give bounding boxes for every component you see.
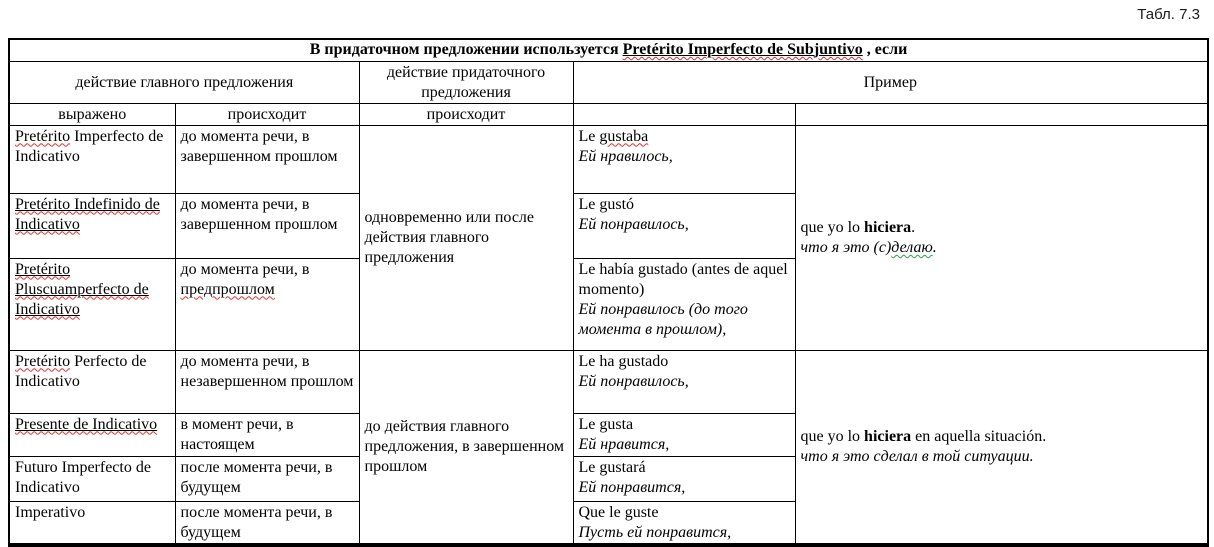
cell-when: до момента речи, в предпрошлом [175, 258, 359, 350]
result-russian: что я это сделал в той ситуации. [800, 448, 1034, 465]
example-spanish: Que le guste [578, 503, 659, 521]
table-caption: Табл. 7.3 [1137, 6, 1200, 23]
cell-result-group1 [795, 125, 1208, 350]
header-main-clause-action: действие главного предложения [9, 61, 359, 103]
cell-tense: Pretérito Imperfecto de Indicativo [9, 125, 175, 193]
example-russian: Ей понравится, [578, 478, 686, 496]
result-spanish: que yo lo hiciera en aquella situación. [800, 428, 1047, 445]
cell-when: до момента речи, в завершенном прошлом [175, 125, 359, 193]
result-spanish: que yo lo hiciera. [800, 219, 916, 236]
example-spanish: Le gustó [578, 195, 635, 213]
header-sub-clause-action: действие придаточного предложения [359, 61, 573, 103]
cell-example [573, 350, 795, 413]
cell-when: до момента речи, в незавершенном прошлом [175, 350, 359, 413]
example-russian: Ей понравилось, [578, 372, 689, 390]
cell-example [573, 193, 795, 258]
example-spanish: Le gustará [578, 458, 646, 476]
cell-when: в момент речи, в настоящем [175, 413, 359, 456]
cell-relation-group1: одновременно или после действия главного предложения [359, 125, 573, 350]
cell-when: до момента речи, в завершенном прошлом [175, 193, 359, 258]
grammar-table [8, 38, 1209, 547]
table-title: В придаточном предложении используется Pretérito Imperfecto de Subjuntivo , если [9, 39, 1208, 61]
example-russian: Ей понравилось (до того момента в прошлом), [578, 300, 748, 338]
cell-example [573, 125, 795, 193]
example-russian: Ей нравится, [578, 435, 670, 453]
cell-tense: Presente de Indicativo [9, 413, 175, 456]
header-empty-example-ru [795, 103, 1208, 125]
example-spanish: Le gusta [578, 415, 634, 433]
cell-when: после момента речи, в будущем [175, 456, 359, 501]
header-occurs-main: происходит [175, 103, 359, 125]
cell-when: после момента речи, в будущем [175, 501, 359, 545]
cell-example [573, 456, 795, 501]
header-occurs-sub: происходит [359, 103, 573, 125]
cell-tense: Futuro Imperfecto de Indicativo [9, 456, 175, 501]
cell-tense: Imperativo [9, 501, 175, 545]
cell-example [573, 413, 795, 456]
cell-result-group2 [795, 350, 1208, 545]
example-russian: Ей понравилось, [578, 215, 689, 233]
example-spanish: Le gustaba [578, 127, 649, 145]
cell-example [573, 501, 795, 545]
cell-relation-group2: до действия главного предложения, в завершенном прошлом [359, 350, 573, 545]
cell-tense: Pretérito Pluscuamperfecto de Indicativo [9, 258, 175, 350]
example-spanish: Le había gustado (antes de aquel momento) [578, 260, 788, 298]
header-example: Пример [573, 61, 1208, 103]
cell-tense: Pretérito Indefinido de Indicativo [9, 193, 175, 258]
example-russian: Пусть ей понравится, [578, 523, 732, 541]
example-russian: Ей нравилось, [578, 147, 673, 165]
result-russian: что я это (с)делаю. [800, 239, 937, 256]
example-spanish: Le ha gustado [578, 352, 669, 370]
header-expressed: выражено [9, 103, 175, 125]
cell-tense: Pretérito Perfecto de Indicativo [9, 350, 175, 413]
cell-example [573, 258, 795, 350]
header-empty-example-es [573, 103, 795, 125]
